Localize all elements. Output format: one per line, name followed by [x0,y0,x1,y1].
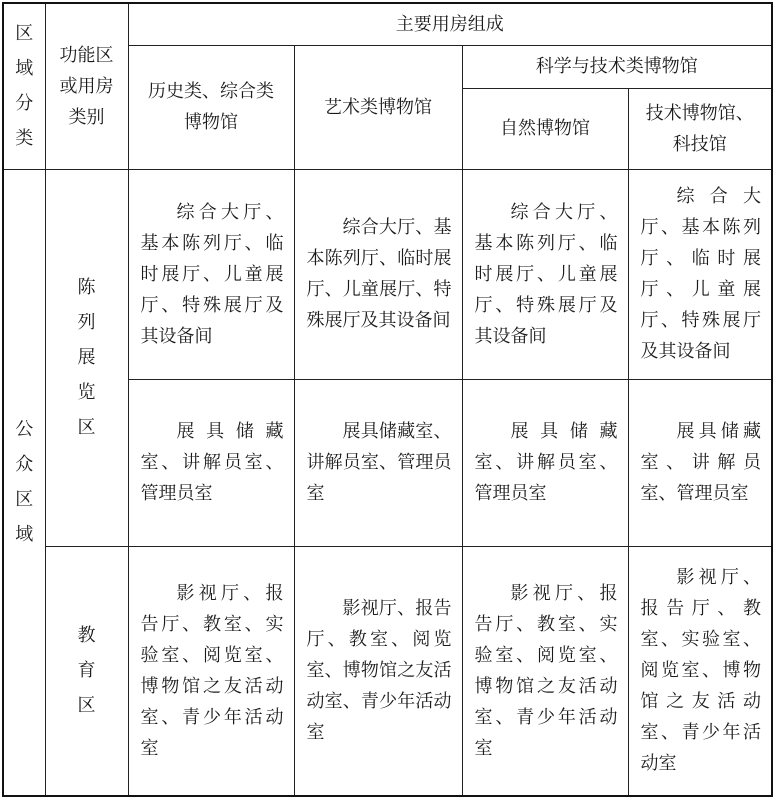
header-region-category [3,3,45,169]
region-char: 域 [15,524,34,546]
area-education [45,546,128,796]
header-function-area-line: 类别 [68,106,105,128]
area-char: 陈 [77,277,96,298]
header-region-category-char: 区 [15,23,34,45]
header-region-category-char: 类 [15,128,34,150]
region-public-area [3,169,45,796]
area-char: 区 [77,417,96,438]
header-main-rooms: 主要用房组成 [128,3,772,45]
region-char: 区 [15,489,34,511]
header-art-museum: 艺术类博物馆 [294,45,462,169]
header-function-area-line: 功能区 [59,44,114,66]
cell-education-tech: 影视厅、报告厅、教室、实验室、阅览室、博物馆之友活动室、青少年活动室 [628,546,772,796]
area-char: 展 [77,347,96,368]
cell-exhibition-halls-history: 综合大厅、基本陈列厅、临时展厅、儿童展厅、特殊展厅及其设备间 [128,169,294,379]
header-region-category-char: 分 [15,93,34,115]
cell-exhibition-support-natural: 展具储藏室、讲解员室、管理员室 [462,379,628,546]
header-function-area-line: 或用房 [59,75,114,97]
cell-education-art: 影视厅、报告厅、教室、阅览室、博物馆之友活动室、青少年活动室 [294,546,462,796]
cell-exhibition-halls-natural: 综合大厅、基本陈列厅、临时展厅、儿童展厅、特殊展厅及其设备间 [462,169,628,379]
cell-exhibition-halls-tech: 综合大厅、基本陈列厅、临时展厅、儿童展厅、特殊展厅及其设备间 [628,169,772,379]
cell-exhibition-support-history: 展具储藏室、讲解员室、管理员室 [128,379,294,546]
header-natural-museum: 自然博物馆 [462,88,628,169]
cell-exhibition-support-tech: 展具储藏室、讲解员室、管理员室 [628,379,772,546]
region-char: 众 [15,454,34,476]
header-line: 科技馆 [672,133,727,155]
header-line: 历史类、综合类 [148,81,274,102]
area-char: 育 [77,660,96,682]
area-exhibition [45,169,128,546]
header-function-area [45,3,128,169]
cell-education-natural: 影视厅、报告厅、教室、实验室、阅览室、博物馆之友活动室、青少年活动室 [462,546,628,796]
cell-education-history: 影视厅、报告厅、教室、实验室、阅览室、博物馆之友活动室、青少年活动室 [128,546,294,796]
cell-exhibition-halls-art: 综合大厅、基本陈列厅、临时展厅、儿童展厅、特殊展厅及其设备间 [294,169,462,379]
region-char: 公 [15,419,34,441]
header-history-general-museum [128,45,294,169]
area-char: 览 [77,382,96,403]
header-line: 博物馆 [184,112,238,133]
area-char: 列 [77,312,96,333]
header-tech-science-museum [628,88,772,169]
cell-exhibition-support-art: 展具储藏室、讲解员室、管理员室 [294,379,462,546]
area-char: 区 [77,695,96,717]
header-region-category-char: 域 [15,58,34,80]
area-char: 教 [77,625,96,647]
header-line: 技术博物馆、 [645,102,754,124]
header-science-tech-museum: 科学与技术类博物馆 [462,45,772,88]
museum-room-composition-table [2,2,773,797]
